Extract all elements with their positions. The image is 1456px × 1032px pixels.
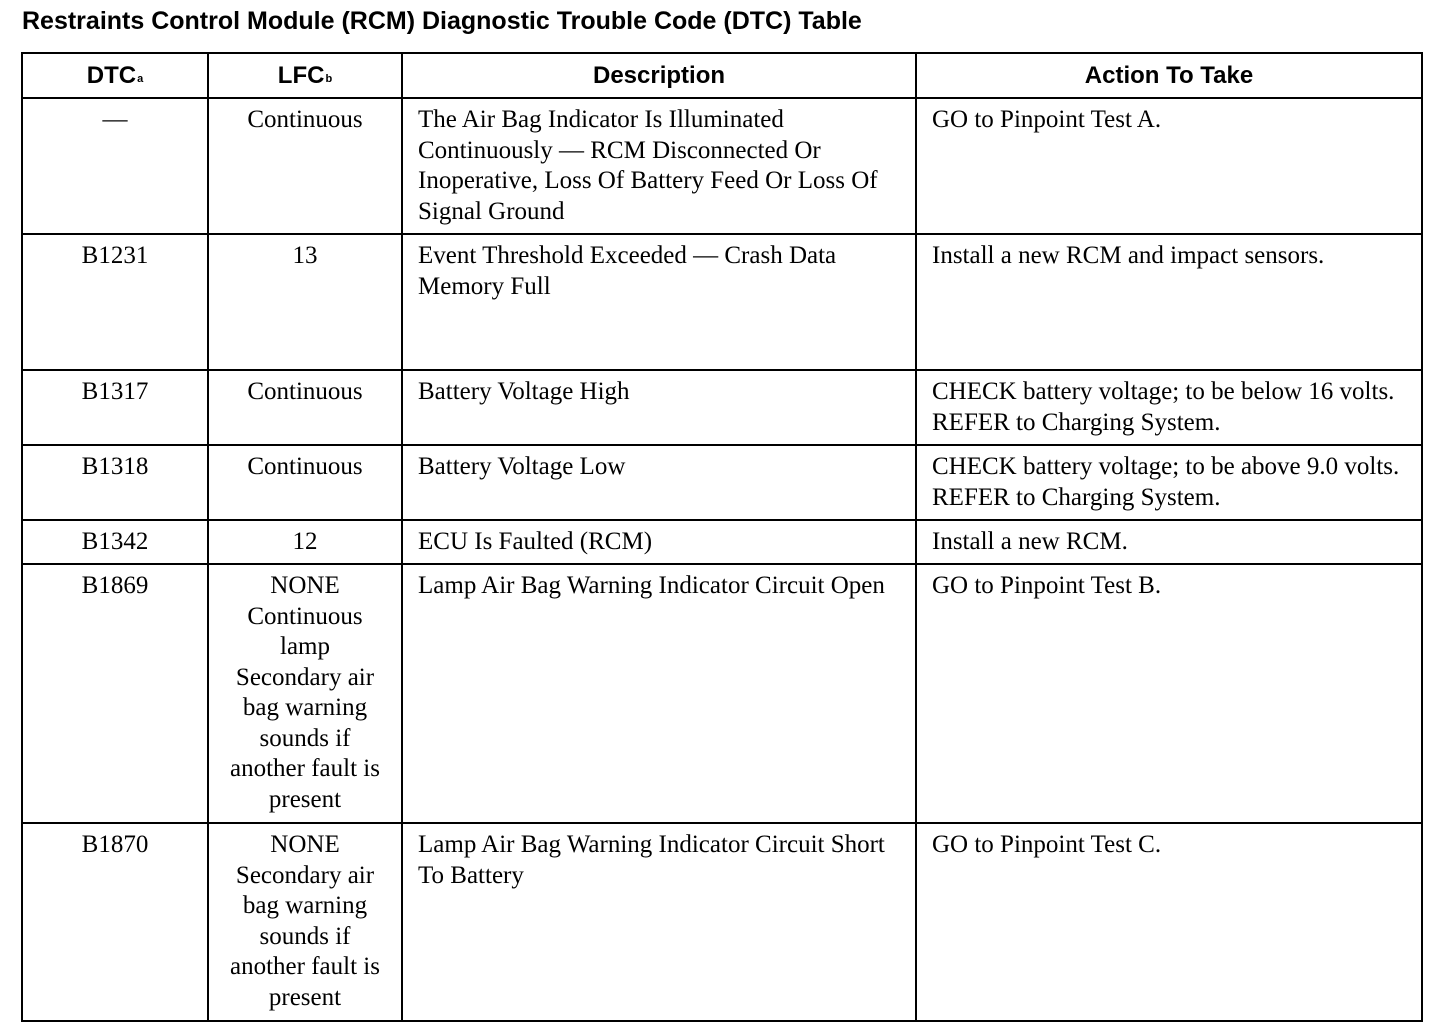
dtc-table xyxy=(21,52,1423,1022)
lfc-cell: Continuous xyxy=(208,370,402,445)
dtc-cell: B1231 xyxy=(22,234,208,370)
table-row xyxy=(22,564,1422,823)
table-row xyxy=(22,234,1422,370)
dtc-cell: B1318 xyxy=(22,445,208,520)
dtc-cell: B1317 xyxy=(22,370,208,445)
description-cell: Event Threshold Exceeded — Crash Data Memory Full xyxy=(402,234,916,370)
table-row xyxy=(22,370,1422,445)
table-row xyxy=(22,445,1422,520)
footnote-marker: a xyxy=(137,73,144,85)
column-header-lfc: LFC$^b$ xyxy=(208,53,402,98)
lfc-cell: 12 xyxy=(208,520,402,564)
action-cell: GO to Pinpoint Test A. xyxy=(916,98,1422,234)
column-header-description: Description xyxy=(402,53,916,98)
description-cell: ECU Is Faulted (RCM) xyxy=(402,520,916,564)
action-cell: CHECK battery voltage; to be below 16 volts. REFER to Charging System. xyxy=(916,370,1422,445)
column-header-action: Action To Take xyxy=(916,53,1422,98)
description-cell: The Air Bag Indicator Is Illuminated Continuously — RCM Disconnected Or Inoperative, Loss Of Battery Feed Or Loss Of Signal Ground xyxy=(402,98,916,234)
description-cell: Lamp Air Bag Warning Indicator Circuit Open xyxy=(402,564,916,823)
dtc-cell: — xyxy=(22,98,208,234)
lfc-cell: Continuous xyxy=(208,445,402,520)
action-cell: GO to Pinpoint Test C. xyxy=(916,823,1422,1021)
action-cell: GO to Pinpoint Test B. xyxy=(916,564,1422,823)
action-cell: CHECK battery voltage; to be above 9.0 volts. REFER to Charging System. xyxy=(916,445,1422,520)
table-row xyxy=(22,823,1422,1021)
footnote-marker: b xyxy=(325,73,333,85)
table-header-row xyxy=(22,53,1422,98)
table-row xyxy=(22,520,1422,564)
dtc-cell: B1342 xyxy=(22,520,208,564)
lfc-cell: NONE Secondary air bag warning sounds if another fault is present xyxy=(208,823,402,1021)
table-row xyxy=(22,98,1422,234)
column-header-dtc: DTC$^a$ xyxy=(22,53,208,98)
action-cell: Install a new RCM. xyxy=(916,520,1422,564)
description-cell: Battery Voltage Low xyxy=(402,445,916,520)
action-cell: Install a new RCM and impact sensors. xyxy=(916,234,1422,370)
description-cell: Battery Voltage High xyxy=(402,370,916,445)
lfc-cell: NONE Continuous lamp Secondary air bag warning sounds if another fault is present xyxy=(208,564,402,823)
page-title: Restraints Control Module (RCM) Diagnostic Trouble Code (DTC) Table xyxy=(22,7,862,35)
description-cell: Lamp Air Bag Warning Indicator Circuit Short To Battery xyxy=(402,823,916,1021)
dtc-cell: B1869 xyxy=(22,564,208,823)
lfc-cell: 13 xyxy=(208,234,402,370)
lfc-cell: Continuous xyxy=(208,98,402,234)
dtc-cell: B1870 xyxy=(22,823,208,1021)
